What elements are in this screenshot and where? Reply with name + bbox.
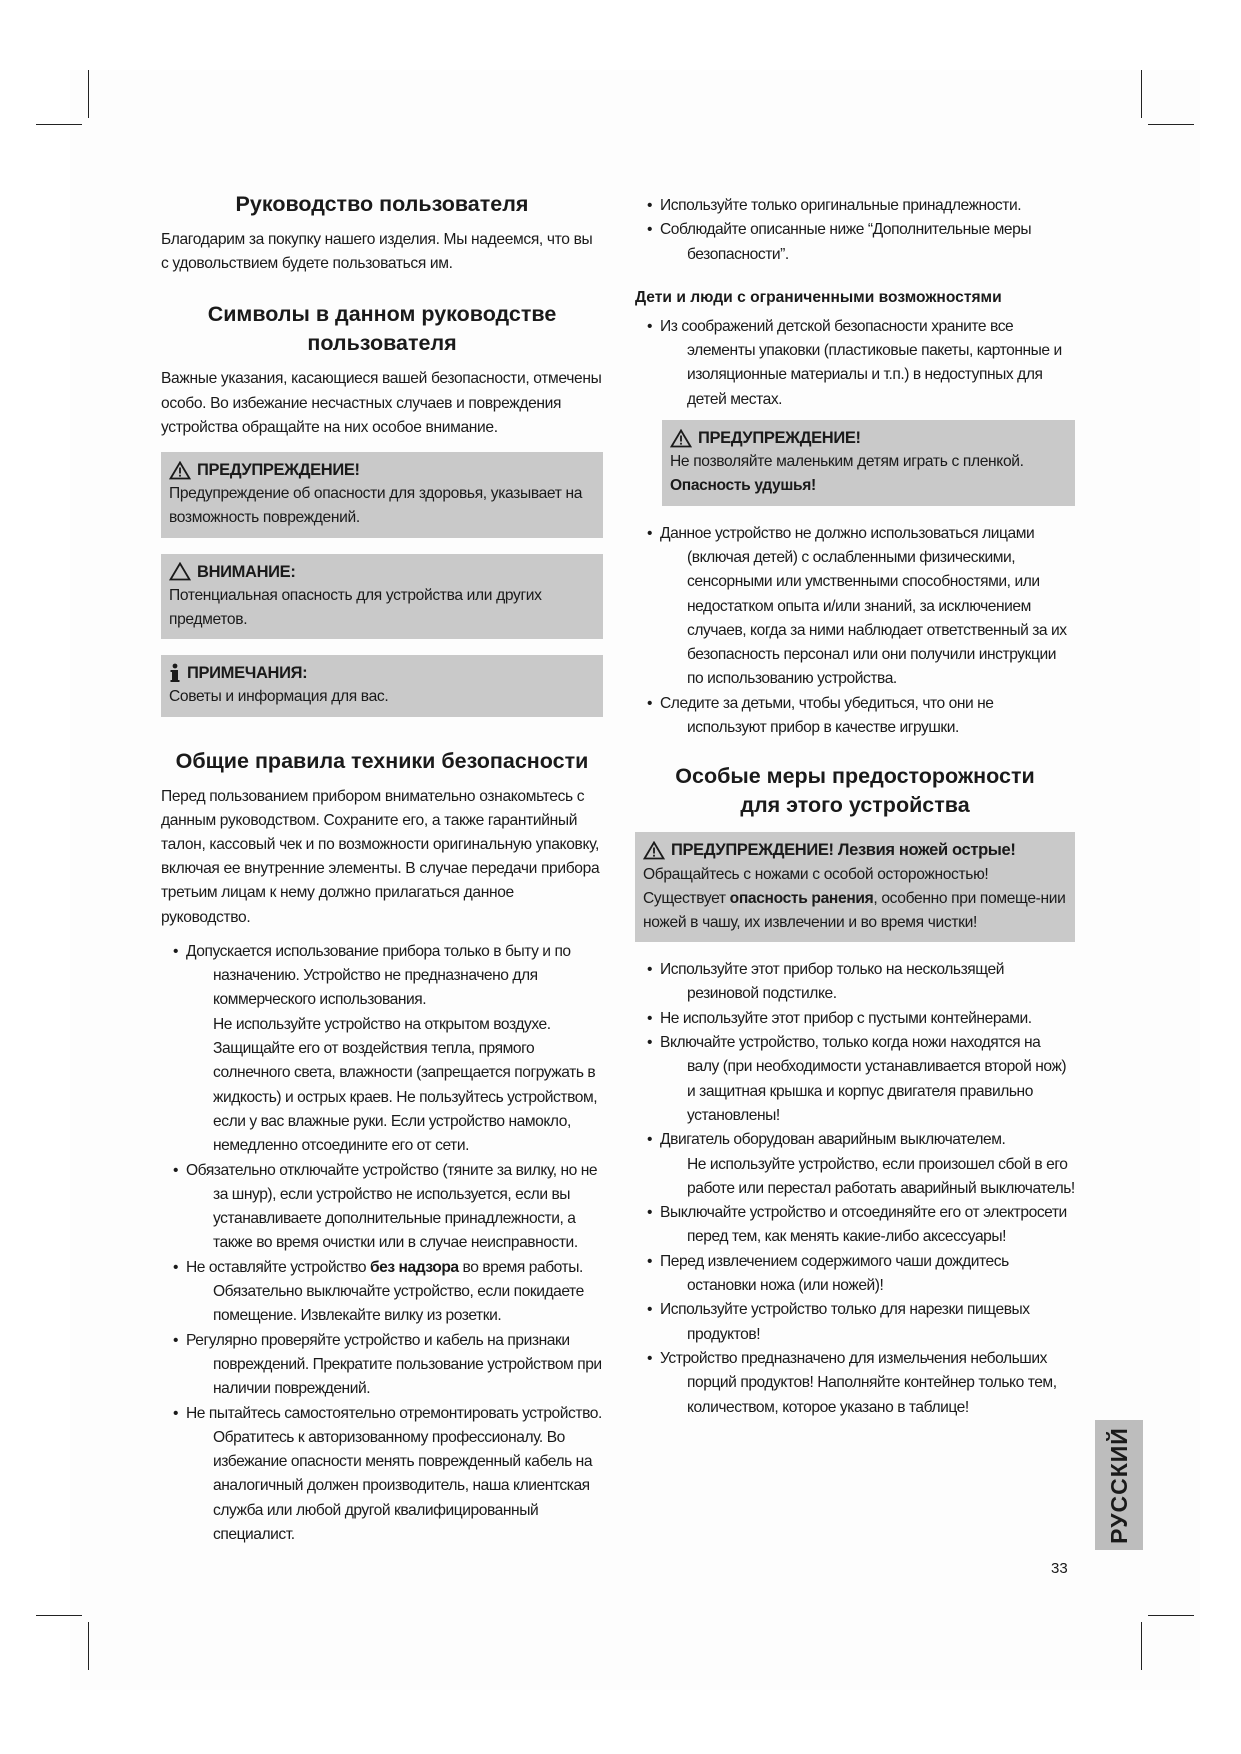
list-item-subtext: Не используйте устройство, если произошел сбой в его работе или перестал работать аварийный выключатель! [687,1155,1075,1197]
list-item: • Устройство предназначено для измельчения небольших порций продуктов! Наполняйте контейнер только тем, количеством, которое указано в таблице! [647,1349,1057,1416]
list-item: • Используйте только оригинальные принадлежности. [647,197,1022,214]
list-item: • Не оставляйте устройство без надзора во время работы. Обязательно выключайте устройство, если покидаете помещение. Извлекайте вилку из розетки. [173,1258,584,1325]
list-item: • Не пытайтесь самостоятельно отремонтировать устройство. Обратитесь к авторизованному профессионалу. Во избежание опасности менять поврежденный кабель на аналогичный должен производитель, наша клиентская служба или любой другой квалифицированный специалист. [173,1404,602,1543]
note-text: Советы и информация для вас. [169,688,389,706]
list-item: • Выключайте устройство и отсоединяйте его от электросети перед тем, как менять какие-либо аксессуары! [647,1204,1067,1246]
warning-text: Предупреждение об опасности для здоровья, указывает на возможность повреждений. [169,485,583,527]
film-warning-box [662,420,1075,506]
info-icon [169,663,181,683]
caution-text: Потенциальная опасность для устройства или других предметов. [169,586,542,629]
special-precautions-list [635,958,1075,1420]
crop-mark [36,1615,82,1616]
warning-triangle-icon [169,461,191,480]
list-item: • Данное устройство не должно использоваться лицами (включая детей) с ослабленными физическими, сенсорными или умственными способностями, или недостатком опыта и/или знаний, за исключением случаев, когда за ними наблюдает ответственный за их безопасность персонал или они получили инструкции по использованию устройства. [647,524,1067,688]
symbols-heading: Символы в данном руководстве пользователя [207,302,557,356]
warning-triangle-icon [643,841,665,860]
children-heading: Дети и люди с ограниченными возможностями [635,288,1002,306]
general-safety-list [161,940,603,1547]
list-item: • Регулярно проверяйте устройство и кабель на признаки повреждений. Прекратите пользование устройством при наличии повреждений. [173,1331,602,1398]
language-tab [1095,1420,1143,1550]
note-box [161,655,603,716]
crop-mark [88,1622,89,1670]
crop-mark [1148,124,1194,125]
left-column [161,190,603,1555]
language-tab-label: РУССКИЙ [1105,1426,1132,1544]
emphasis: без надзора [369,1258,459,1276]
children-list-1 [635,315,1075,412]
manual-title: Руководство пользователя [235,192,529,216]
list-item: • Допускается использование прибора только в быту и по назначению. Устройство не предназначено для коммерческого использования. Не используйте устройство на открытом воздухе. Защищайте его от воздействия тепла, прямого солнечного света, влажности (запрещается погружать в жидкость) и острых краев. Не пользуйтесь устройством, если у вас влажные руки. Если устройство намокло, немедленно отсоедините его от сети. [161,940,603,1159]
list-item: • Перед извлечением содержимого чаши дождитесь остановки ножа (или ножей)! [647,1252,1009,1295]
blade-warning-text: Обращайтесь с ножами с особой осторожностью! Существует опасность ранения, особенно при помеще-нии ножей в чашу, их извлечении и во время чистки! [643,865,1066,931]
warning-box [161,452,603,538]
film-warning-text: Не позволяйте маленьким детям играть с пленкой. [670,453,1024,471]
film-warning-emphasis: Опасность удушья! [670,477,816,495]
film-warning-title: ПРЕДУПРЕЖДЕНИЕ! [698,429,861,448]
warning-title: ПРЕДУПРЕЖДЕНИЕ! [197,461,360,480]
general-safety-heading: Общие правила техники безопасности [175,748,589,773]
caution-title: ВНИМАНИЕ: [197,562,296,581]
right-column [635,194,1075,1428]
crop-mark [88,70,89,118]
list-item: • Двигатель оборудован аварийным выключателем. Не используйте устройство, если произошел сбой в его работе или перестал работать аварийный выключатель! [635,1128,1075,1201]
general-safety-text: Перед пользованием прибором внимательно ознакомьтесь с данным руководством. Сохраните его, а также гарантийный талон, кассовый чек и по возможности оригинальную упаковку, включая ее внутренние элементы. В случае передачи прибора третьим лицам к нему должно прилагаться данное руководство. [161,787,600,926]
note-title: ПРИМЕЧАНИЯ: [187,664,308,683]
list-item: • Используйте этот прибор только на нескользящей резиновой подстилке. [647,961,1004,1003]
caution-triangle-icon [169,562,191,581]
page-number: 33 [1051,1560,1068,1577]
intro-text: Благодарим за покупку нашего изделия. Мы надеемся, что вы с удовольствием будете пользоваться им. [161,231,593,273]
special-precautions-heading: Особые меры предосторожности для этого устройства [675,764,1035,818]
list-item: • Используйте устройство только для нарезки пищевых продуктов! [647,1301,1030,1343]
accessories-list [635,194,1075,267]
symbols-text: Важные указания, касающиеся вашей безопасности, отмечены особо. Во избежание несчастных случаев и повреждения устройства обращайте на них особое внимание. [161,370,602,436]
crop-mark [1141,1622,1142,1670]
crop-mark [36,124,82,125]
list-item: • Включайте устройство, только когда ножи находятся на валу (при необходимости устанавливается второй нож) и защитная крышка и корпус двигателя правильно установлены! [647,1034,1067,1124]
list-item: • Соблюдайте описанные ниже “Дополнительные меры безопасности”. [647,221,1032,263]
caution-box [161,554,603,640]
blade-warning-box [635,832,1075,942]
crop-mark [1148,1615,1194,1616]
list-item: • Следите за детьми, чтобы убедиться, что они не используют прибор в качестве игрушки. [647,694,994,737]
warning-triangle-icon [670,429,692,448]
children-list-2 [635,522,1075,741]
list-item: • Из соображений детской безопасности храните все элементы упаковки (пластиковые пакеты, картонные и изоляционные материалы и т.п.) в недоступных для детей местах. [647,317,1062,408]
list-item: • Не используйте этот прибор с пустыми контейнерами. [647,1009,1032,1027]
crop-mark [1141,70,1142,118]
list-item: • Обязательно отключайте устройство (тяните за вилку, но не за шнур), если устройство не используется, если вы устанавливаете дополнительные принадлежности, а также во время очистки или в случае неисправности. [173,1161,598,1252]
list-item-subtext: Не используйте устройство на открытом воздухе. Защищайте его от воздействия тепла, прямого солнечного света, влажности (запрещается погружать в жидкость) и острых краев. Не пользуйтесь устройством, если у вас влажные руки. Если устройство намокло, немедленно отсоедините его от сети. [213,1015,598,1155]
blade-warning-title: ПРЕДУПРЕЖДЕНИЕ! Лезвия ножей острые! [671,841,1016,860]
